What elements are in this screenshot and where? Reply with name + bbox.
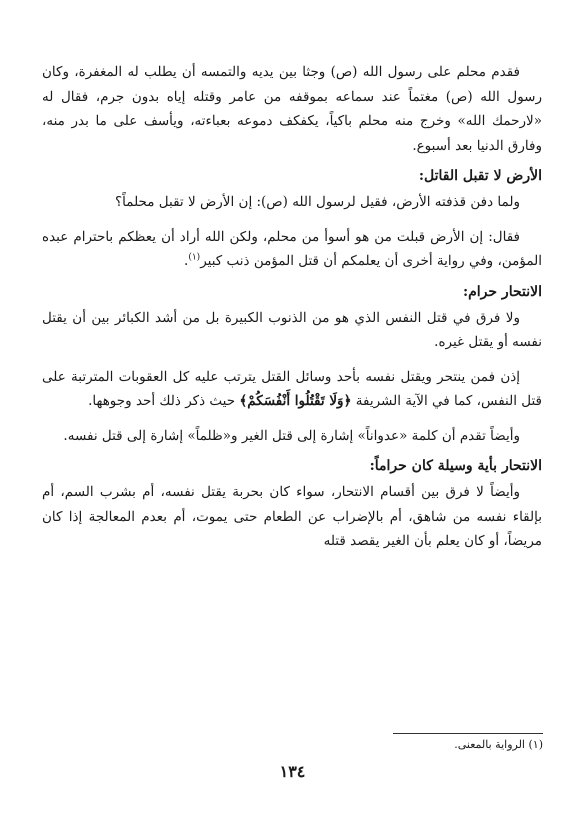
heading-suicide-any-means: الانتحار بأية وسيلة كان حراماً:	[369, 458, 542, 474]
paragraph-5-text-b: حيث ذكر ذلك أحد وجوهها.	[88, 393, 236, 409]
paragraph-3	[42, 225, 542, 274]
footnote: (١) الرواية بالمعنى.	[454, 738, 543, 751]
footnote-reference: (١)	[188, 252, 201, 263]
heading-earth-rejects-killer: الأرض لا تقبل القاتل:	[418, 168, 542, 184]
paragraph-3-end: .	[184, 253, 189, 269]
page-number: ١٣٤	[279, 762, 306, 781]
paragraph-4: ولا فرق في قتل النفس الذي هو من الذنوب الكبيرة بل من أشد الكبائر بين أن يقتل نفسه أو يقتل غيره.	[42, 309, 542, 350]
quran-verse: ﴿وَلَا تَقْتُلُوا أَنْفُسَكُمْ﴾	[239, 393, 352, 409]
heading-suicide-forbidden: الانتحار حرام:	[462, 283, 542, 300]
footnote-divider	[393, 733, 543, 734]
page-body	[42, 60, 542, 554]
paragraph-5	[42, 365, 542, 414]
paragraph-1: فقدم محلم على رسول الله (ص) وجثا بين يديه والتمسه أن يطلب له المغفرة، وكان رسول الله (ص) مغتماً عند سماعه بموقفه من عامر وقتله إياه بدون جرم، فقال له «لارحمك الله» وخرج منه محلم باكياً، يكفكف دموعه بعباءته، ويأسف على ما بدر منه، وفارق الدنيا بعد أسبوع.	[42, 64, 542, 154]
paragraph-5-text-a: إذن فمن ينتحر ويقتل نفسه بأحد وسائل القتل يترتب عليه كل العقوبات المترتبة على قتل النفس، كما في الآية الشريفة	[42, 368, 542, 409]
paragraph-2: ولما دفن قذفته الأرض، فقيل لرسول الله (ص): إن الأرض لا تقبل محلماً؟	[115, 194, 520, 210]
paragraph-6: وأيضاً تقدم أن كلمة «عدواناً» إشارة إلى قتل الغير و«ظلماً» إشارة إلى قتل نفسه.	[63, 427, 520, 444]
paragraph-3-text: فقال: إن الأرض قبلت من هو أسوأ من محلم، ولكن الله أراد أن يعظكم باحترام عبده المؤمن، وفي رواية أخرى أن يعلمكم أن قتل المؤمن ذنب كبير	[42, 228, 542, 269]
paragraph-7: وأيضاً لا فرق بين أقسام الانتحار، سواء كان بحربة يقتل نفسه، أم بشرب السم، أم بإلقاء نفسه من شاهق، أم بالإضراب عن الطعام حتى يموت، أم بعدم المعالجة إذا كان مريضاً، أو كان يعلم بأن الغير يقصد قتله	[42, 484, 542, 549]
